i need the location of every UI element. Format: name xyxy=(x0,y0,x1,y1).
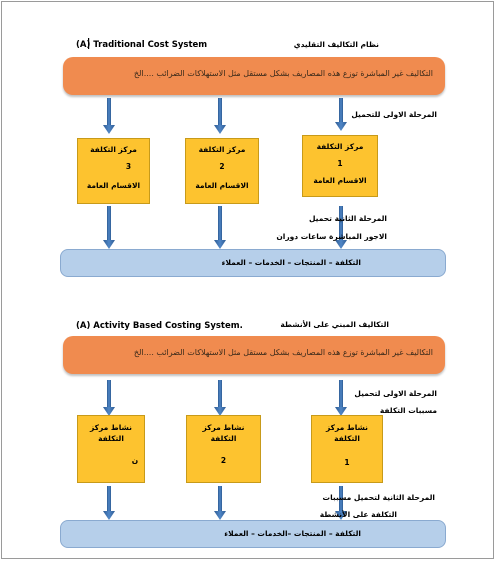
arrow-down xyxy=(103,380,115,416)
abc-stage1-cost-drivers: مسببات التكلفة xyxy=(379,406,437,415)
cost-center-box xyxy=(302,135,378,197)
abc-stage2-activities: التكلفة على الأنشطة xyxy=(319,510,397,519)
activity-center-box xyxy=(311,415,383,483)
cost-objects-bar xyxy=(60,520,446,548)
cost-objects-bar xyxy=(60,249,446,277)
box-number: ن xyxy=(131,456,139,465)
activity-center-box xyxy=(186,415,261,483)
cost-objects-text: التكلفة – المنتجات –الخدمات – العملاء xyxy=(224,529,361,538)
arrow-down xyxy=(103,98,115,134)
box-title: مركز التكلفة xyxy=(316,142,364,151)
arrow-down xyxy=(335,98,347,131)
arrow-down xyxy=(214,98,226,134)
box-number: 1 xyxy=(337,159,343,168)
stage1-label: المرحلة الاولى للتحميل xyxy=(351,110,437,119)
cost-objects-text: التكلفة – المنتجات – الخدمات – العملاء xyxy=(221,258,361,267)
box-number: 2 xyxy=(220,456,227,465)
arrow-down xyxy=(214,486,226,520)
box-title: مركز التكلفة xyxy=(198,145,246,154)
box-number: 2 xyxy=(219,162,225,171)
box-subtitle: التكلفة xyxy=(334,434,360,443)
box-number: 3 xyxy=(125,162,132,171)
box-dept: الاقسام العامة xyxy=(86,181,141,190)
title-traditional-en: (A) Traditional Cost System xyxy=(76,40,208,50)
box-title: نشاط مركز xyxy=(325,423,368,432)
overhead-banner xyxy=(63,336,445,374)
arrow-down xyxy=(335,206,347,249)
activity-center-box xyxy=(77,415,145,483)
banner-text: التكاليف غير المباشرة توزع هذه المصاريف بشكل مستقل مثل الاستهلاكات الضرائب ....الخ xyxy=(133,69,433,78)
box-subtitle: التكلفة xyxy=(98,434,124,443)
box-dept: الاقسام العامة xyxy=(195,181,249,190)
arrow-down xyxy=(214,206,226,249)
stage2-label: المرحلة الثانية تحميل xyxy=(308,214,387,223)
box-title: مركز التكلفة xyxy=(90,145,137,154)
banner-text: التكاليف غير المباشرة توزع هذه المصاريف بشكل مستقل مثل الاستهلاكات الضرائب ....الخ xyxy=(133,348,433,357)
arrow-down xyxy=(214,380,226,416)
abc-stage2-label: المرحلة الثانية لتحميل مسببات xyxy=(322,493,435,502)
arrow-down xyxy=(335,380,347,416)
overhead-banner xyxy=(63,57,445,95)
arrow-down xyxy=(103,486,115,520)
box-dept: الاقسام العامة xyxy=(313,176,367,185)
box-number: 1 xyxy=(344,458,350,467)
box-title: نشاط مركز xyxy=(202,423,245,432)
box-subtitle: التكلفة xyxy=(210,434,237,443)
title-abc-en: (A) Activity Based Costing System. xyxy=(76,321,243,331)
direct-labor-label: الاجور المباشرة ساعات دوران xyxy=(276,232,387,241)
box-title: نشاط مركز xyxy=(89,423,132,432)
cost-center-box xyxy=(185,138,259,204)
title-abc-ar: التكاليف المبني على الأنشطة xyxy=(280,320,389,329)
title-traditional-ar: نظام التكاليف التقليدي xyxy=(293,40,379,49)
abc-stage1-label: المرحلة الاولى لتحميل xyxy=(354,389,437,398)
cost-center-box xyxy=(77,138,150,204)
arrow-down xyxy=(103,206,115,249)
